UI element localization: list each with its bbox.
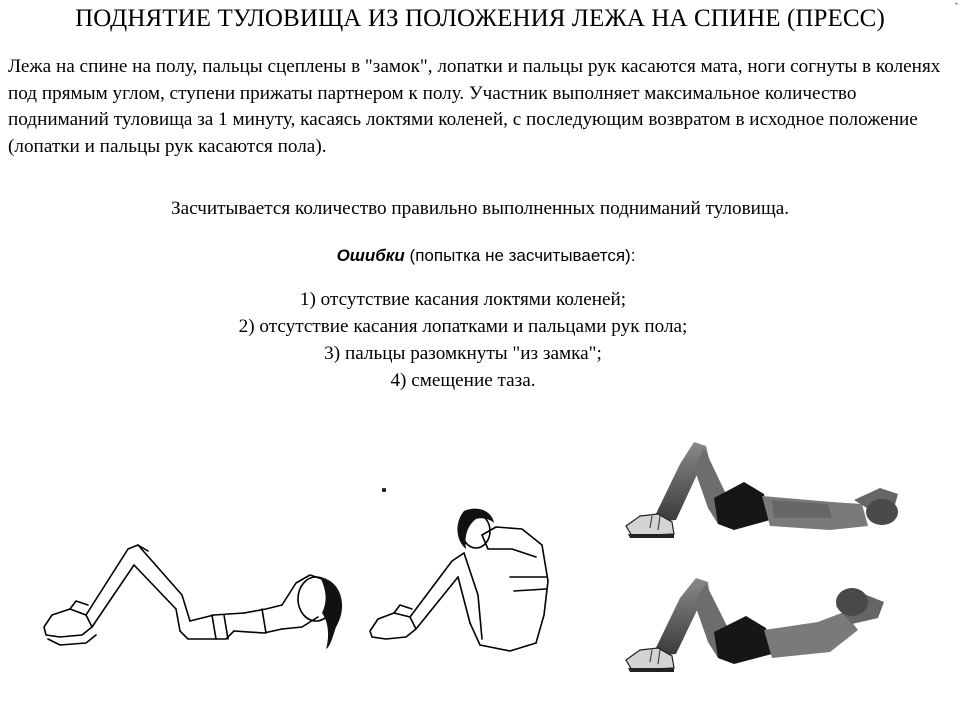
scoring-rule: Засчитывается количество правильно выполненных подниманий туловища. [170, 198, 790, 219]
errors-label: Ошибки [336, 246, 405, 265]
photo-start-position [622, 438, 912, 550]
errors-heading [0, 244, 960, 268]
start-position-illustration [30, 535, 350, 665]
exercise-description: Лежа на спине на полу, пальцы сцеплены в "замок", лопатки и пальцы рук касаются мата, ноги согнуты в коленях под прямым углом, ступени прижаты партнером к полу. Участник выполняет максимальное количество подниманий туловища за 1 минуту, касаясь локтями коленей, с последующим возвратом в исходное положение (лопатки и пальцы рук касаются пола). [8, 56, 941, 157]
errors-note: (попытка не засчитывается): [409, 246, 636, 265]
error-item: 1) отсутствие касания локтями коленей; [299, 289, 627, 310]
error-item: 4) смещение таза. [390, 370, 536, 391]
sit-up-illustration [360, 505, 575, 665]
mark-dot [382, 488, 386, 492]
errors-list [0, 286, 926, 394]
error-item: 3) пальцы разомкнуты "из замка"; [324, 343, 602, 364]
error-item: 2) отсутствие касания лопатками и пальцами рук пола; [238, 316, 688, 337]
page-title: ПОДНЯТИЕ ТУЛОВИЩА ИЗ ПОЛОЖЕНИЯ ЛЕЖА НА СПИНЕ (ПРЕСС) [75, 5, 885, 32]
corner-mark: - [955, 0, 958, 8]
photo-crunch-position [622, 572, 912, 684]
